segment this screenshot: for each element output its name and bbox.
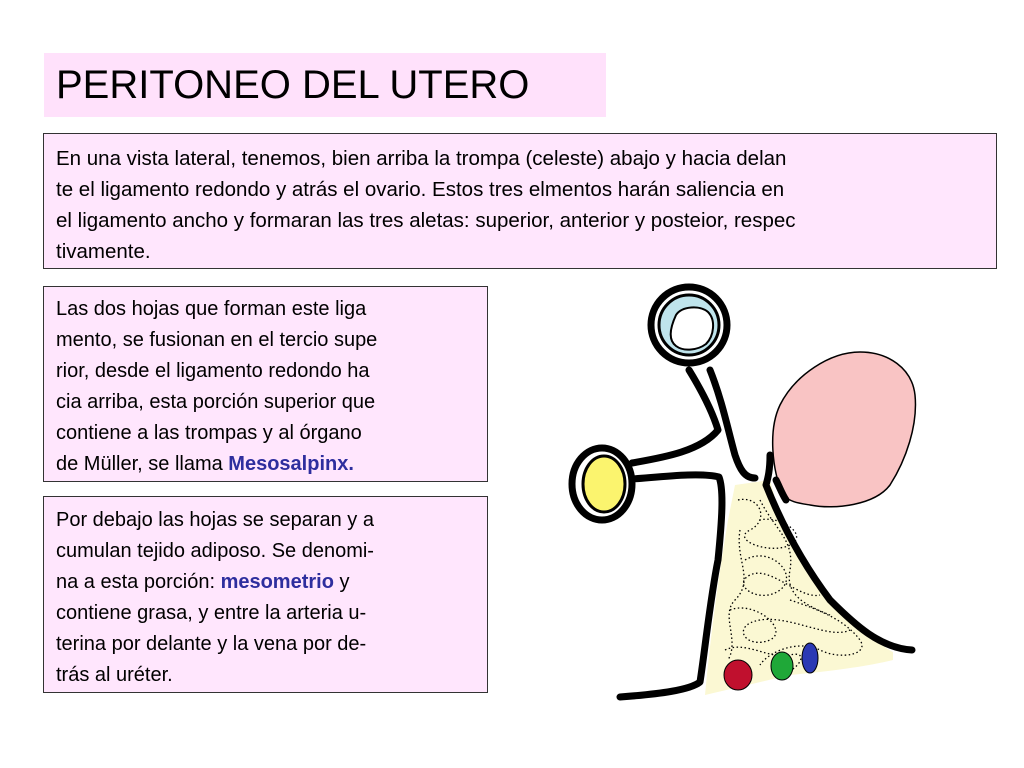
mesosalpinx-line	[56, 449, 475, 480]
round-ligament-icon	[583, 456, 625, 512]
page-title: PERITONEO DEL UTERO	[44, 53, 606, 117]
intro-line: te el ligamento redondo y atrás el ovario. Estos tres elmentos harán saliencia en	[56, 178, 785, 201]
mesometrio-inline-prefix: na a esta porción:	[56, 571, 221, 593]
tube-lumen-icon	[671, 307, 713, 349]
mesosalpinx-line: cia arriba, esta porción superior que	[56, 391, 376, 413]
peritoneum-ligament-fold	[632, 370, 718, 463]
ureter-icon	[771, 652, 793, 680]
mesometrio-line: trás al uréter.	[56, 664, 173, 686]
mesosalpinx-line: Las dos hojas que forman este liga	[56, 298, 367, 320]
mesometrio-line: cumulan tejido adiposo. Se denomi-	[56, 540, 374, 562]
intro-line: el ligamento ancho y formaran las tres aletas: superior, anterior y posteior, respec	[56, 209, 796, 232]
peritoneum-anterior-fold	[620, 475, 722, 697]
broad-ligament-diagram	[540, 270, 940, 710]
uterine-artery-icon	[724, 660, 752, 690]
uterine-vein-icon	[802, 643, 818, 673]
mesosalpinx-text-box	[43, 286, 488, 482]
mesosalpinx-line: rior, desde el ligamento redondo ha	[56, 360, 370, 382]
ovary-icon	[773, 352, 916, 507]
mesometrio-line: Por debajo las hojas se separan y a	[56, 509, 374, 531]
mesosalpinx-line-prefix: de Müller, se llama	[56, 453, 229, 475]
mesometrio-inline-suffix: y	[333, 571, 350, 593]
intro-text-box	[43, 133, 997, 269]
mesosalpinx-line: mento, se fusionan en el tercio supe	[56, 329, 378, 351]
mesometrio-line	[56, 567, 475, 598]
mesometrio-line: contiene grasa, y entre la arteria u-	[56, 602, 367, 624]
mesometrio-text-box	[43, 496, 488, 693]
mesosalpinx-term: Mesosalpinx.	[228, 453, 354, 475]
mesometrio-term: mesometrio	[220, 571, 334, 593]
intro-line: En una vista lateral, tenemos, bien arriba la trompa (celeste) abajo y hacia delan	[56, 147, 787, 170]
mesometrio-line: terina por delante y la vena por de-	[56, 633, 367, 655]
mesosalpinx-line: contiene a las trompas y al órgano	[56, 422, 362, 444]
intro-line: tivamente.	[56, 240, 151, 263]
